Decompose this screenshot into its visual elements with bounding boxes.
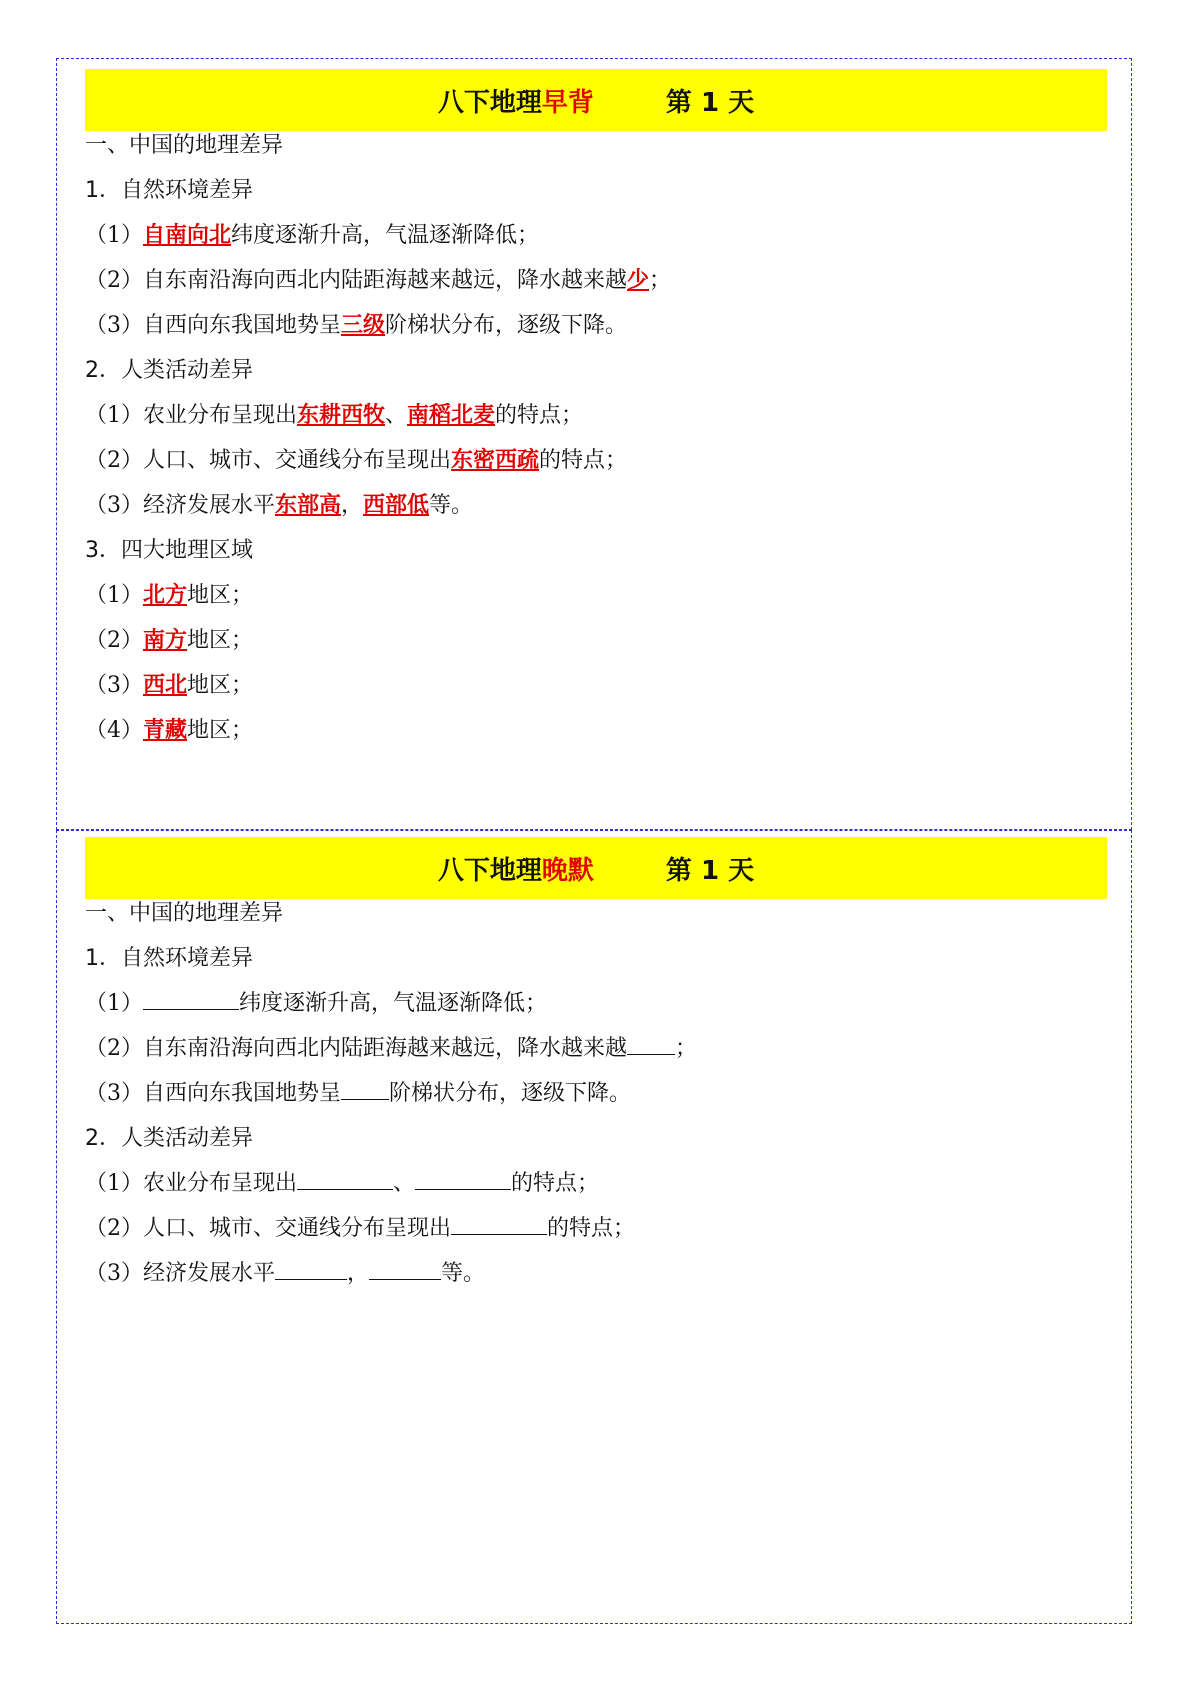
region-line-3: （3）西北地区； <box>85 673 254 698</box>
answer: 东耕西牧 <box>297 403 386 428</box>
subsection-regions: 3．四大地理区域 <box>85 538 253 563</box>
region-line-4: （4）青藏地区； <box>85 718 254 743</box>
natural-line-2: （2）自东南沿海向西北内陆距海越来越远，降水越来越 ； <box>85 1036 698 1061</box>
fill-blank[interactable] <box>143 989 239 1010</box>
answer: 西部低 <box>363 493 430 518</box>
answer: 少 <box>627 268 650 293</box>
answer: 南方 <box>143 628 188 653</box>
region-line-2: （2）南方地区； <box>85 628 254 653</box>
day-label: 第 1 天 <box>665 87 755 118</box>
evening-title-banner <box>85 837 1107 899</box>
subsection-natural: 1．自然环境差异 <box>85 178 253 203</box>
region-line-1: （1）北方地区； <box>85 583 254 608</box>
human-line-2: （2）人口、城市、交通线分布呈现出 的特点； <box>85 1216 636 1241</box>
day-label: 第 1 天 <box>665 855 755 886</box>
fill-blank[interactable] <box>627 1034 675 1055</box>
morning-recitation-card <box>56 58 1132 830</box>
fill-blank[interactable] <box>451 1214 547 1235</box>
fill-blank[interactable] <box>341 1079 389 1100</box>
answer: 青藏 <box>143 718 188 743</box>
answer: 南稻北麦 <box>407 403 496 428</box>
section-heading: 一、中国的地理差异 <box>85 133 284 158</box>
natural-line-1: （1）自南向北纬度逐渐升高，气温逐渐降低； <box>85 223 540 248</box>
natural-line-2: （2）自东南沿海向西北内陆距海越来越远，降水越来越少； <box>85 268 672 293</box>
natural-line-1: （1） 纬度逐渐升高，气温逐渐降低； <box>85 991 548 1016</box>
subsection-natural: 1．自然环境差异 <box>85 946 253 971</box>
human-line-1: （1）农业分布呈现出东耕西牧、南稻北麦的特点； <box>85 403 584 428</box>
subsection-human: 2．人类活动差异 <box>85 358 253 383</box>
fill-blank[interactable] <box>297 1169 393 1190</box>
human-line-2: （2）人口、城市、交通线分布呈现出东密西疏的特点； <box>85 448 628 473</box>
title-prefix: 八下地理 <box>437 87 542 118</box>
human-line-1: （1）农业分布呈现出 、 的特点； <box>85 1171 600 1196</box>
natural-line-3: （3）自西向东我国地势呈三级阶梯状分布，逐级下降。 <box>85 313 628 338</box>
answer: 三级 <box>341 313 386 338</box>
human-line-3: （3）经济发展水平东部高，西部低等。 <box>85 493 474 518</box>
answer: 自南向北 <box>143 223 232 248</box>
morning-title-banner <box>85 69 1107 131</box>
evening-dictation-card <box>56 830 1132 1624</box>
fill-blank[interactable] <box>369 1259 441 1280</box>
fill-blank[interactable] <box>415 1169 511 1190</box>
answer: 东部高 <box>275 493 342 518</box>
answer: 东密西疏 <box>451 448 540 473</box>
title-highlight: 早背 <box>541 87 594 118</box>
natural-line-3: （3）自西向东我国地势呈 阶梯状分布，逐级下降。 <box>85 1081 632 1106</box>
fill-blank[interactable] <box>275 1259 347 1280</box>
answer: 西北 <box>143 673 188 698</box>
title-prefix: 八下地理 <box>437 855 542 886</box>
section-heading: 一、中国的地理差异 <box>85 901 284 926</box>
answer: 北方 <box>143 583 188 608</box>
human-line-3: （3）经济发展水平 ， 等。 <box>85 1261 486 1286</box>
title-highlight: 晚默 <box>541 855 594 886</box>
subsection-human: 2．人类活动差异 <box>85 1126 253 1151</box>
